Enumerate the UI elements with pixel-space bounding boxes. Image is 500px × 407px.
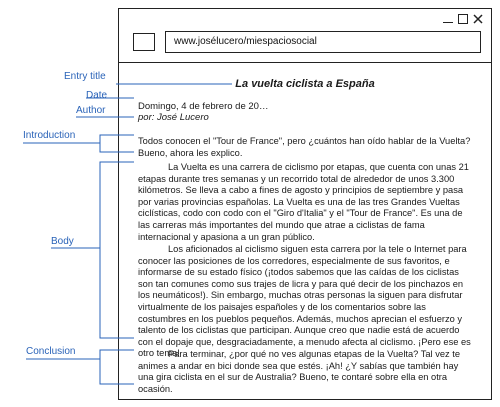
entry-title: La vuelta ciclista a España — [235, 78, 375, 90]
body-bracket — [100, 162, 134, 338]
date-label: Date — [86, 90, 108, 101]
introduction-paragraph: Todos conocen el "Tour de France", pero ¿cuántos han oído hablar de la Vuelta? Bueno, ahora les explico. — [138, 136, 471, 158]
author-label: Author — [76, 105, 106, 116]
body-paragraph-1: La Vuelta es una carrera de ciclismo por etapas, que cuenta con unas 21 etapas durante tres semanas y un recorrido total de alrededor de unos 3.300 kilómetros. Se lleva a cabo a fines de agosto y principios de septiembre y pasa por varias provincias españolas. La Vuelta es una de las tres Grandes Vueltas ciclísticas, codo con codo con el "Giro d'Italia" y el "Tour de France". Es una de las carreras más importantes del mundo que atrae a ciclistas de fama internacional y apasiona a un gran público. — [138, 162, 469, 242]
introduction-bracket — [100, 135, 134, 152]
address-bar[interactable]: www.josélucero/miespaciosocial — [165, 31, 481, 53]
conclusion-paragraph: Para terminar, ¿por qué no ves algunas etapas de la Vuelta? Tal vez te animes a andar en bici donde sea que estés. ¡Ah! ¿Y sabías que también hay una gira ciclista en el sur de Australia? Bueno, te contaré sobre ella en otra ocasión. — [138, 349, 460, 394]
entry-author: por: José Lucero — [138, 112, 209, 123]
entry-title-label: Entry title — [64, 71, 106, 82]
introduction-label: Introduction — [23, 130, 76, 141]
body-paragraph-2: Los aficionados al ciclismo siguen esta carrera por la tele o Internet para conocer las posiciones de los corredores, especialmente de sus favoritos, e informarse de su estado físico (¡todos sabemos que las caídas de los ciclistas son tan comunes como sus trajes de licra y para qué decir de los pinchazos en los neumáticos!). Sin embargo, muchas otras personas la siguen para disfrutar virtualmente de los paisajes españoles y de los comentarios sobre las costumbres en los pueblos pequeños. Además, muchos aprecian el esfuerzo y talento de los ciclistas que participan. Aunque creo que nadie está de acuerdo con el dopaje que, desgraciadamente, a menudo afecta al ciclismo. ¡Pero ese es otro tema! — [138, 244, 471, 359]
conclusion-label: Conclusion — [26, 346, 76, 357]
body-label: Body — [51, 236, 74, 247]
entry-date: Domingo, 4 de febrero de 20… — [138, 101, 269, 112]
conclusion-bracket — [100, 350, 134, 384]
